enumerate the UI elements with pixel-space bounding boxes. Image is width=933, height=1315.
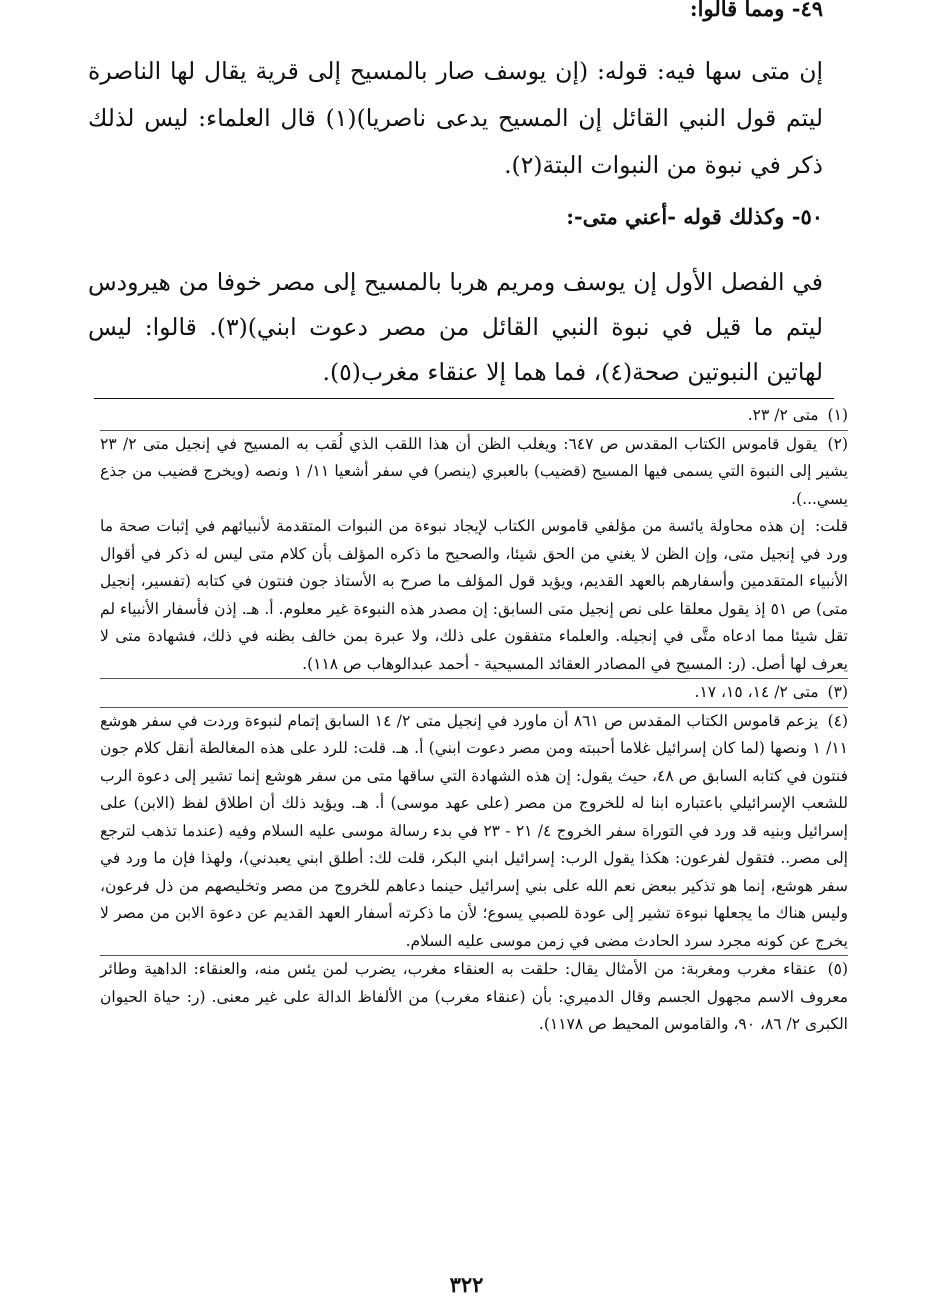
footnote-5 — [100, 956, 848, 1039]
footnote-label: (١) — [827, 406, 848, 424]
footnote-label: (٥) — [827, 960, 849, 978]
footnote-text: متى ٢/ ١٤، ١٥، ١٧. — [694, 683, 819, 701]
section-49-paragraph: إن متى سها فيه: قوله: (إن يوسف صار بالمسيح إلى قرية يقال لها الناصرة ليتم قول النبي القائل إن المسيح يدعى ناصريا)(١) قال العلماء: ليس لذلك ذكر في نبوة من النبوات البتة(٢). — [88, 57, 823, 179]
footnote-4 — [100, 708, 848, 956]
footnote-label: (٤) — [827, 711, 849, 730]
footnote-label: قلت: — [815, 517, 848, 535]
footnote-3 — [100, 679, 848, 707]
footnotes — [100, 402, 848, 1039]
footnote-label: (٢) — [827, 434, 848, 453]
footnote-text: عنقاء مغرب ومغربة: من الأمثال يقال: حلقت به العنقاء مغرب، يضرب لمن يئس منه، والعنقاء: الداهية وطائر معروف الاسم مجهول الجسم وقال الدميري: بأن (عنقاء مغرب) من الألفاظ الدالة على غير معنى. (ر: حياة الحيوان الكبرى ٢/ ٨٦، ٩٠، والقاموس المحيط ص ١١٧٨). — [100, 960, 848, 1033]
footnote-2 — [100, 431, 848, 514]
page-number: ٣٢٢ — [449, 1272, 484, 1297]
section-50-heading: ٥٠- وكذلك قوله -أعني متى-: — [566, 204, 823, 229]
footnote-text: يزعم قاموس الكتاب المقدس ص ٨٦١ أن ماورد في إنجيل متى ٢/ ١٤ السابق إتمام لنبوءة وردت في سفر هوشع ١١/ ١ ونصها (لما كان إسرائيل غلاما أحببته ومن مصر دعوت ابني) أ. هـ. قلت: للرد على هذه المغالطة أنقل كلام جون فنتون في كتابه السابق ص ٤٨، حيث يقول: إن هذه الشهادة التي ساقها متى من سفر هوشع إنما تشير إلى دعوة الرب للشعب الإسرائيلي باعتباره ابنا له للخروج من مصر (على عهد موسى) أ. هـ. ويؤيد ذلك أن اطلاق لفظ (الابن) على إسرائيل وبنيه قد ورد في التوراة سفر الخروج ٤/ ٢١ - ٢٣ في بدء رسالة موسى عليه السلام وفيه (عندما تذهب لترجع إلى مصر.. فتقول لفرعون: هكذا يقول الرب: إسرائيل ابني البكر، قلت لك: أطلق ابني يعبدني)، ولهذا فإن ما ورد في سفر هوشع، إنما هو تذكير ببعض نعم الله على بني إسرائيل حينما دعاهم للخروج من مصر وتخليصهم من ذل فرعون، وليس هناك ما يجعلها نبوءة تشير إلى عودة للصبي يسوع؛ لأن ما ذكرته أسفار العهد القديم عن دعوة الابن من مصر لا يخرج عن كونه مجرد سرد الحادث مضى في زمن موسى عليه السلام. — [100, 711, 848, 950]
footnote-text: متى ٢/ ٢٣. — [747, 406, 819, 424]
footnote-separator — [94, 398, 834, 399]
footnote-text: يقول قاموس الكتاب المقدس ص ٦٤٧: ويغلب الظن أن هذا اللقب الذي لُقب به المسيح في إنجيل متى ٢/ ٢٣ يشير إلى النبوة التي يسمى فيها المسيح (قضيب) بالعبري (ينصر) في سفر أشعيا ١١/ ١ ونصه (ويخرج قضيب من جذع يسي...). — [100, 434, 848, 508]
footnote-1 — [100, 402, 848, 430]
footnote-label: (٣) — [827, 683, 848, 701]
footnote-2-comment — [100, 513, 848, 678]
footnote-text: إن هذه محاولة يائسة من مؤلفي قاموس الكتاب لإيجاد نبوءة من النبوات المتقدمة لأنبيائهم في إثبات صحة ما ورد في إنجيل متى، وإن الظن لا يغني من الحق شيئا، والصحيح ما ذكره المؤلف بأن كلام متى ليس له ذكر في أقوال الأنبياء المتقدمين وأسفارهم بالعهد القديم، ويؤيد قول المؤلف ما صرح به الأستاذ جون فنتون في كتابه (تفسير، إنجيل متى) ص ٥١ إذ يقول معلقا على نص إنجيل متى السابق: إن مصدر هذه النبوءة غير معلوم. أ. هـ. إذن فأسفار الأنبياء لم تقل شيئا مما ادعاه متَّى في إنجيله. والعلماء متفقون على ذلك، ولا عبرة بمن خالف بظنه في ذلك، فشهادة متى لا يعرف لها أصل. (ر: المسيح في المصادر العقائد المسيحية - أحمد عبدالوهاب ص ١١٨). — [100, 517, 849, 673]
section-49-heading: ٤٩- ومما قالوا: — [689, 0, 823, 21]
section-50-paragraph: في الفصل الأول إن يوسف ومريم هربا بالمسيح إلى مصر خوفا من هيرودس ليتم ما قيل في نبوة النبي القائل من مصر دعوت ابني)(٣). قالوا: ليس لهاتين النبوتين صحة(٤)، فما هما إلا عنقاء مغرب(٥). — [88, 268, 823, 386]
